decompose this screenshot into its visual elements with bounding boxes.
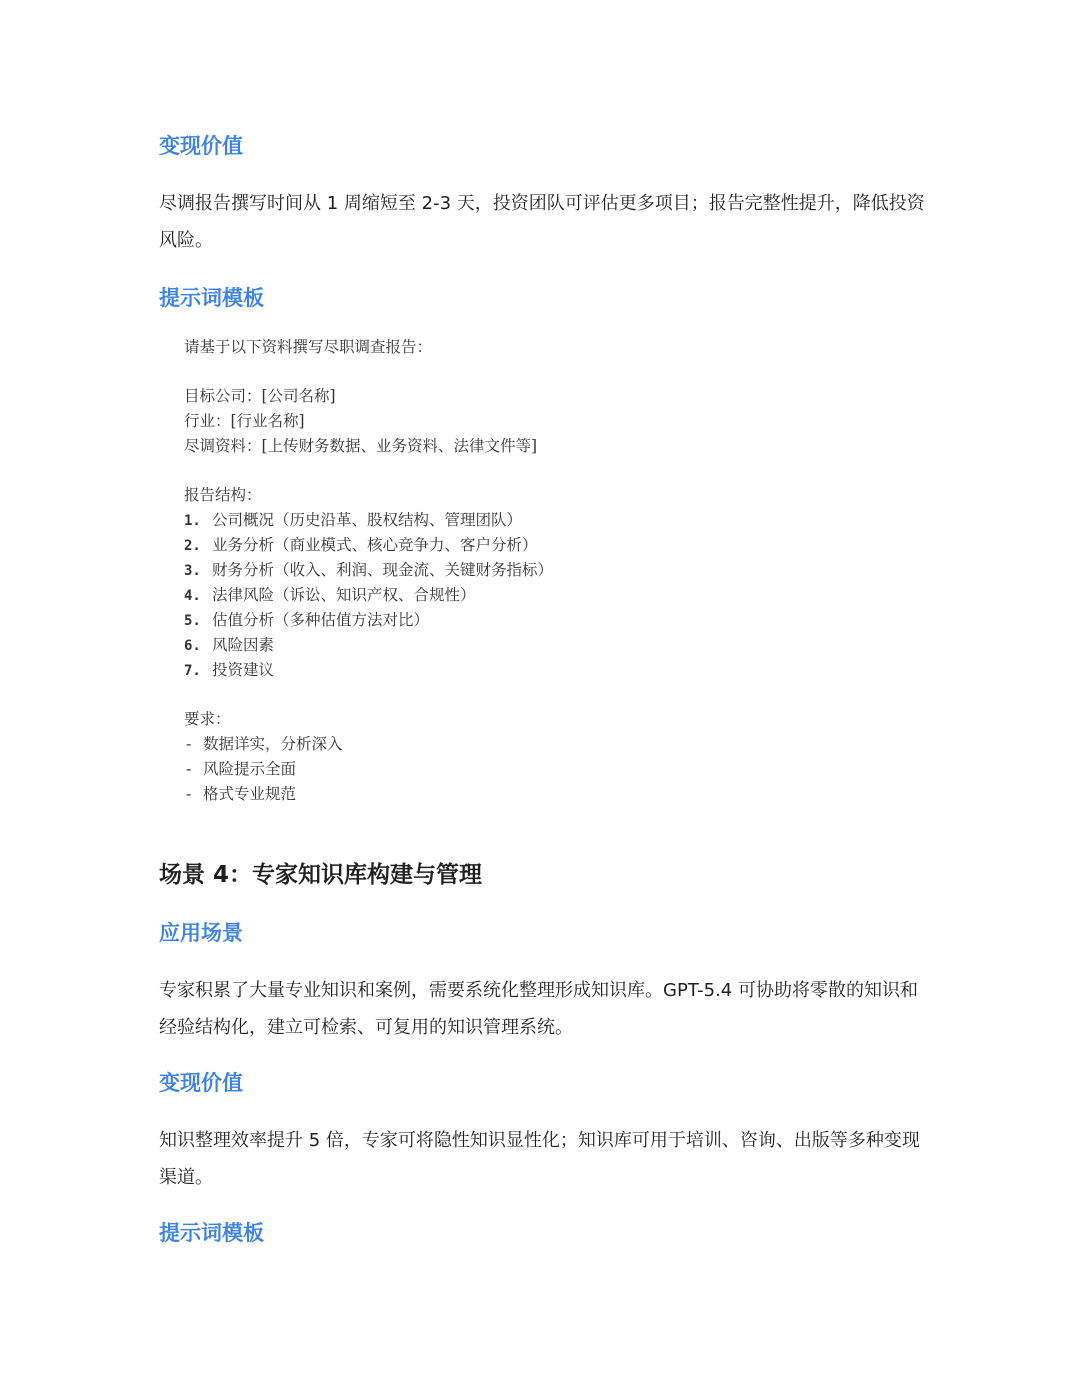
bullet-dash: -: [184, 760, 194, 778]
list-item: [184, 533, 553, 558]
prompt-template-code-block: [184, 335, 553, 807]
requirement-text: 格式专业规范: [203, 785, 297, 803]
requirements-label: 要求：: [184, 710, 231, 728]
monetization-value-heading: 变现价值: [159, 134, 243, 158]
list-text: 估值分析（多种估值方法对比）: [212, 611, 430, 629]
requirement-text: 数据详实，分析深入: [203, 735, 343, 753]
prompt-intro: 请基于以下资料撰写尽职调查报告：: [184, 338, 433, 356]
list-item: [184, 608, 553, 633]
list-number: 2.: [184, 538, 201, 554]
list-item: [184, 508, 553, 533]
requirement-item: [184, 757, 553, 782]
list-item: [184, 583, 553, 608]
list-item: [184, 658, 553, 683]
list-text: 财务分析（收入、利润、现金流、关键财务指标）: [212, 561, 554, 579]
list-item: [184, 558, 553, 583]
application-scenario-heading: 应用场景: [159, 921, 243, 945]
field-industry: 行业：[行业名称]: [184, 412, 305, 430]
list-number: 4.: [184, 588, 201, 604]
list-text: 投资建议: [212, 661, 275, 679]
requirement-text: 风险提示全面: [203, 760, 297, 778]
application-scenario-text: 专家积累了大量专业知识和案例，需要系统化整理形成知识库。GPT-5.4 可协助将零散的知识和经验结构化，建立可检索、可复用的知识管理系统。: [159, 980, 918, 1038]
bullet-dash: -: [184, 735, 194, 753]
list-text: 法律风险（诉讼、知识产权、合规性）: [212, 586, 476, 604]
list-text: 公司概况（历史沿革、股权结构、管理团队）: [212, 511, 523, 529]
field-target-company: 目标公司：[公司名称]: [184, 387, 336, 405]
prompt-template-heading-2: 提示词模板: [159, 1221, 264, 1245]
monetization-value-text: 尽调报告撰写时间从 1 周缩短至 2-3 天，投资团队可评估更多项目；报告完整性提升，降低投资风险。: [159, 193, 925, 251]
list-number: 7.: [184, 663, 201, 679]
list-number: 3.: [184, 563, 201, 579]
monetization-value-text-2: 知识整理效率提升 5 倍，专家可将隐性知识显性化；知识库可用于培训、咨询、出版等多种变现渠道。: [159, 1130, 920, 1188]
list-text: 风险因素: [212, 636, 275, 654]
list-item: [184, 633, 553, 658]
requirement-item: [184, 782, 553, 807]
list-number: 5.: [184, 613, 201, 629]
structure-label: 报告结构：: [184, 486, 262, 504]
bullet-dash: -: [184, 785, 194, 803]
field-dd-materials: 尽调资料：[上传财务数据、业务资料、法律文件等]: [184, 437, 538, 455]
scenario-4-title: 场景 4：专家知识库构建与管理: [159, 862, 483, 888]
prompt-template-heading: 提示词模板: [159, 286, 264, 310]
list-text: 业务分析（商业模式、核心竞争力、客户分析）: [212, 536, 538, 554]
requirement-item: [184, 732, 553, 757]
monetization-value-heading-2: 变现价值: [159, 1071, 243, 1095]
list-number: 1.: [184, 513, 201, 529]
list-number: 6.: [184, 638, 201, 654]
